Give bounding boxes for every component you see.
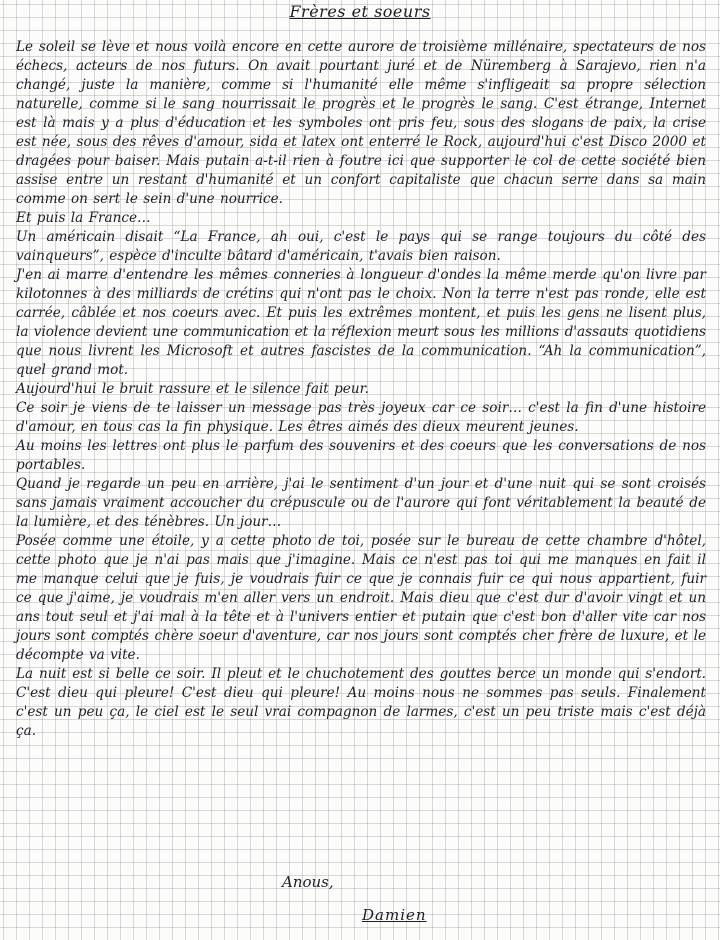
paragraph-communication: J'en ai marre d'entendre les mêmes conneries à longueur d'ondes la même merde qu'on livre par kilotonnes à des milliards de crétins qui n'ont pas le choix. Non la terre n'est pas ronde, elle est carrée, câblée et nos coeurs avec. Et puis les extrêmes montent, et puis les gens ne lisent plus, la violence devient une communication et la réflexion meurt sous les millions d'assauts quotidiens que nous livrent les Microsoft et autres fascistes de la communication. “Ah la communication”, quel grand mot. <box>16 267 706 378</box>
letter-body <box>16 38 706 741</box>
paragraph-opening: Le soleil se lève et nous voilà encore en cette aurore de troisième millénaire, spectateurs de nos échecs, acteurs de nos futurs. On avait pourtant juré et de Nüremberg à Sarajevo, rien n'a changé, juste la manière, comme si l'humanité elle même s'infligeait sa propre sélection naturelle, comme si le sang nourrissait le progrès et le progrès le sang. C'est étrange, Internet est là mais y a plus d'éducation et les symboles ont pris feu, sous des slogans de paix, la crise est née, sous des rêves d'amour, sida et latex ont enterré le Rock, aujourd'hui c'est Disco 2000 et dragées pour baiser. Mais putain a-t-il rien à foutre ici que supporter le col de cette société bien assise entre un restant d'humanité et un confort capitaliste que chacun serre dans sa main comme on sert le sein d'une nourrice. <box>16 39 706 207</box>
paragraph-american-quote: Un américain disait “La France, ah oui, c'est le pays qui se range toujours du côté des vainqueurs”, espèce d'inculte bâtard d'américain, t'avais bien raison. <box>16 229 706 264</box>
paragraph-photo: Posée comme une étoile, y a cette photo de toi, posée sur le bureau de cette chambre d'hôtel, cette photo que je n'ai pas mais que j'imagine. Mais ce n'est pas toi qui me manques en fait il me manque celui que je fuis, je voudrais fuir ce que je connais fuir ce qui nous appartient, fuir ce que j'aime, je voudrais m'en aller vers un endroit. Mais dieu que c'est dur d'avoir vingt et un ans tout seul et j'ai mal à la tête et à l'univers entier et putain que c'est bon d'aller vite car nos jours sont comptés chère soeur d'aventure, car nos jours sont comptés cher frère de luxure, et le décompte va vite. <box>16 533 706 663</box>
paragraph-message: Ce soir je viens de te laisser un message pas très joyeux car ce soir… c'est la fin d'une histoire d'amour, en tous cas la fin physique. Les êtres aimés des dieux meurent jeunes. <box>16 400 706 435</box>
paragraph-night: La nuit est si belle ce soir. Il pleut et le chuchotement des gouttes berce un monde qui s'endort. C'est dieu qui pleure! C'est dieu qui pleure! Au moins nous ne sommes pas seuls. Finalement c'est un peu ça, le ciel est le seul vrai compagnon de larmes, c'est un peu triste mais c'est déjà ça. <box>16 666 706 739</box>
paragraph-france: Et puis la France… <box>16 210 151 226</box>
paragraph-letters: Au moins les lettres ont plus le parfum des souvenirs et des coeurs que les conversations de nos portables. <box>16 438 706 473</box>
letter-signature: Damien <box>362 906 427 924</box>
letter-signoff: Anous, <box>282 873 334 891</box>
letter-title: Frères et soeurs <box>289 2 431 21</box>
paragraph-looking-back: Quand je regarde un peu en arrière, j'ai le sentiment d'un jour et d'une nuit qui se sont croisés sans jamais vraiment accoucher du crépuscule ou de l'aurore qui font véritablement la beauté de la lumière, et des ténèbres. Un jour… <box>16 476 706 530</box>
paragraph-silence: Aujourd'hui le bruit rassure et le silence fait peur. <box>16 381 369 397</box>
